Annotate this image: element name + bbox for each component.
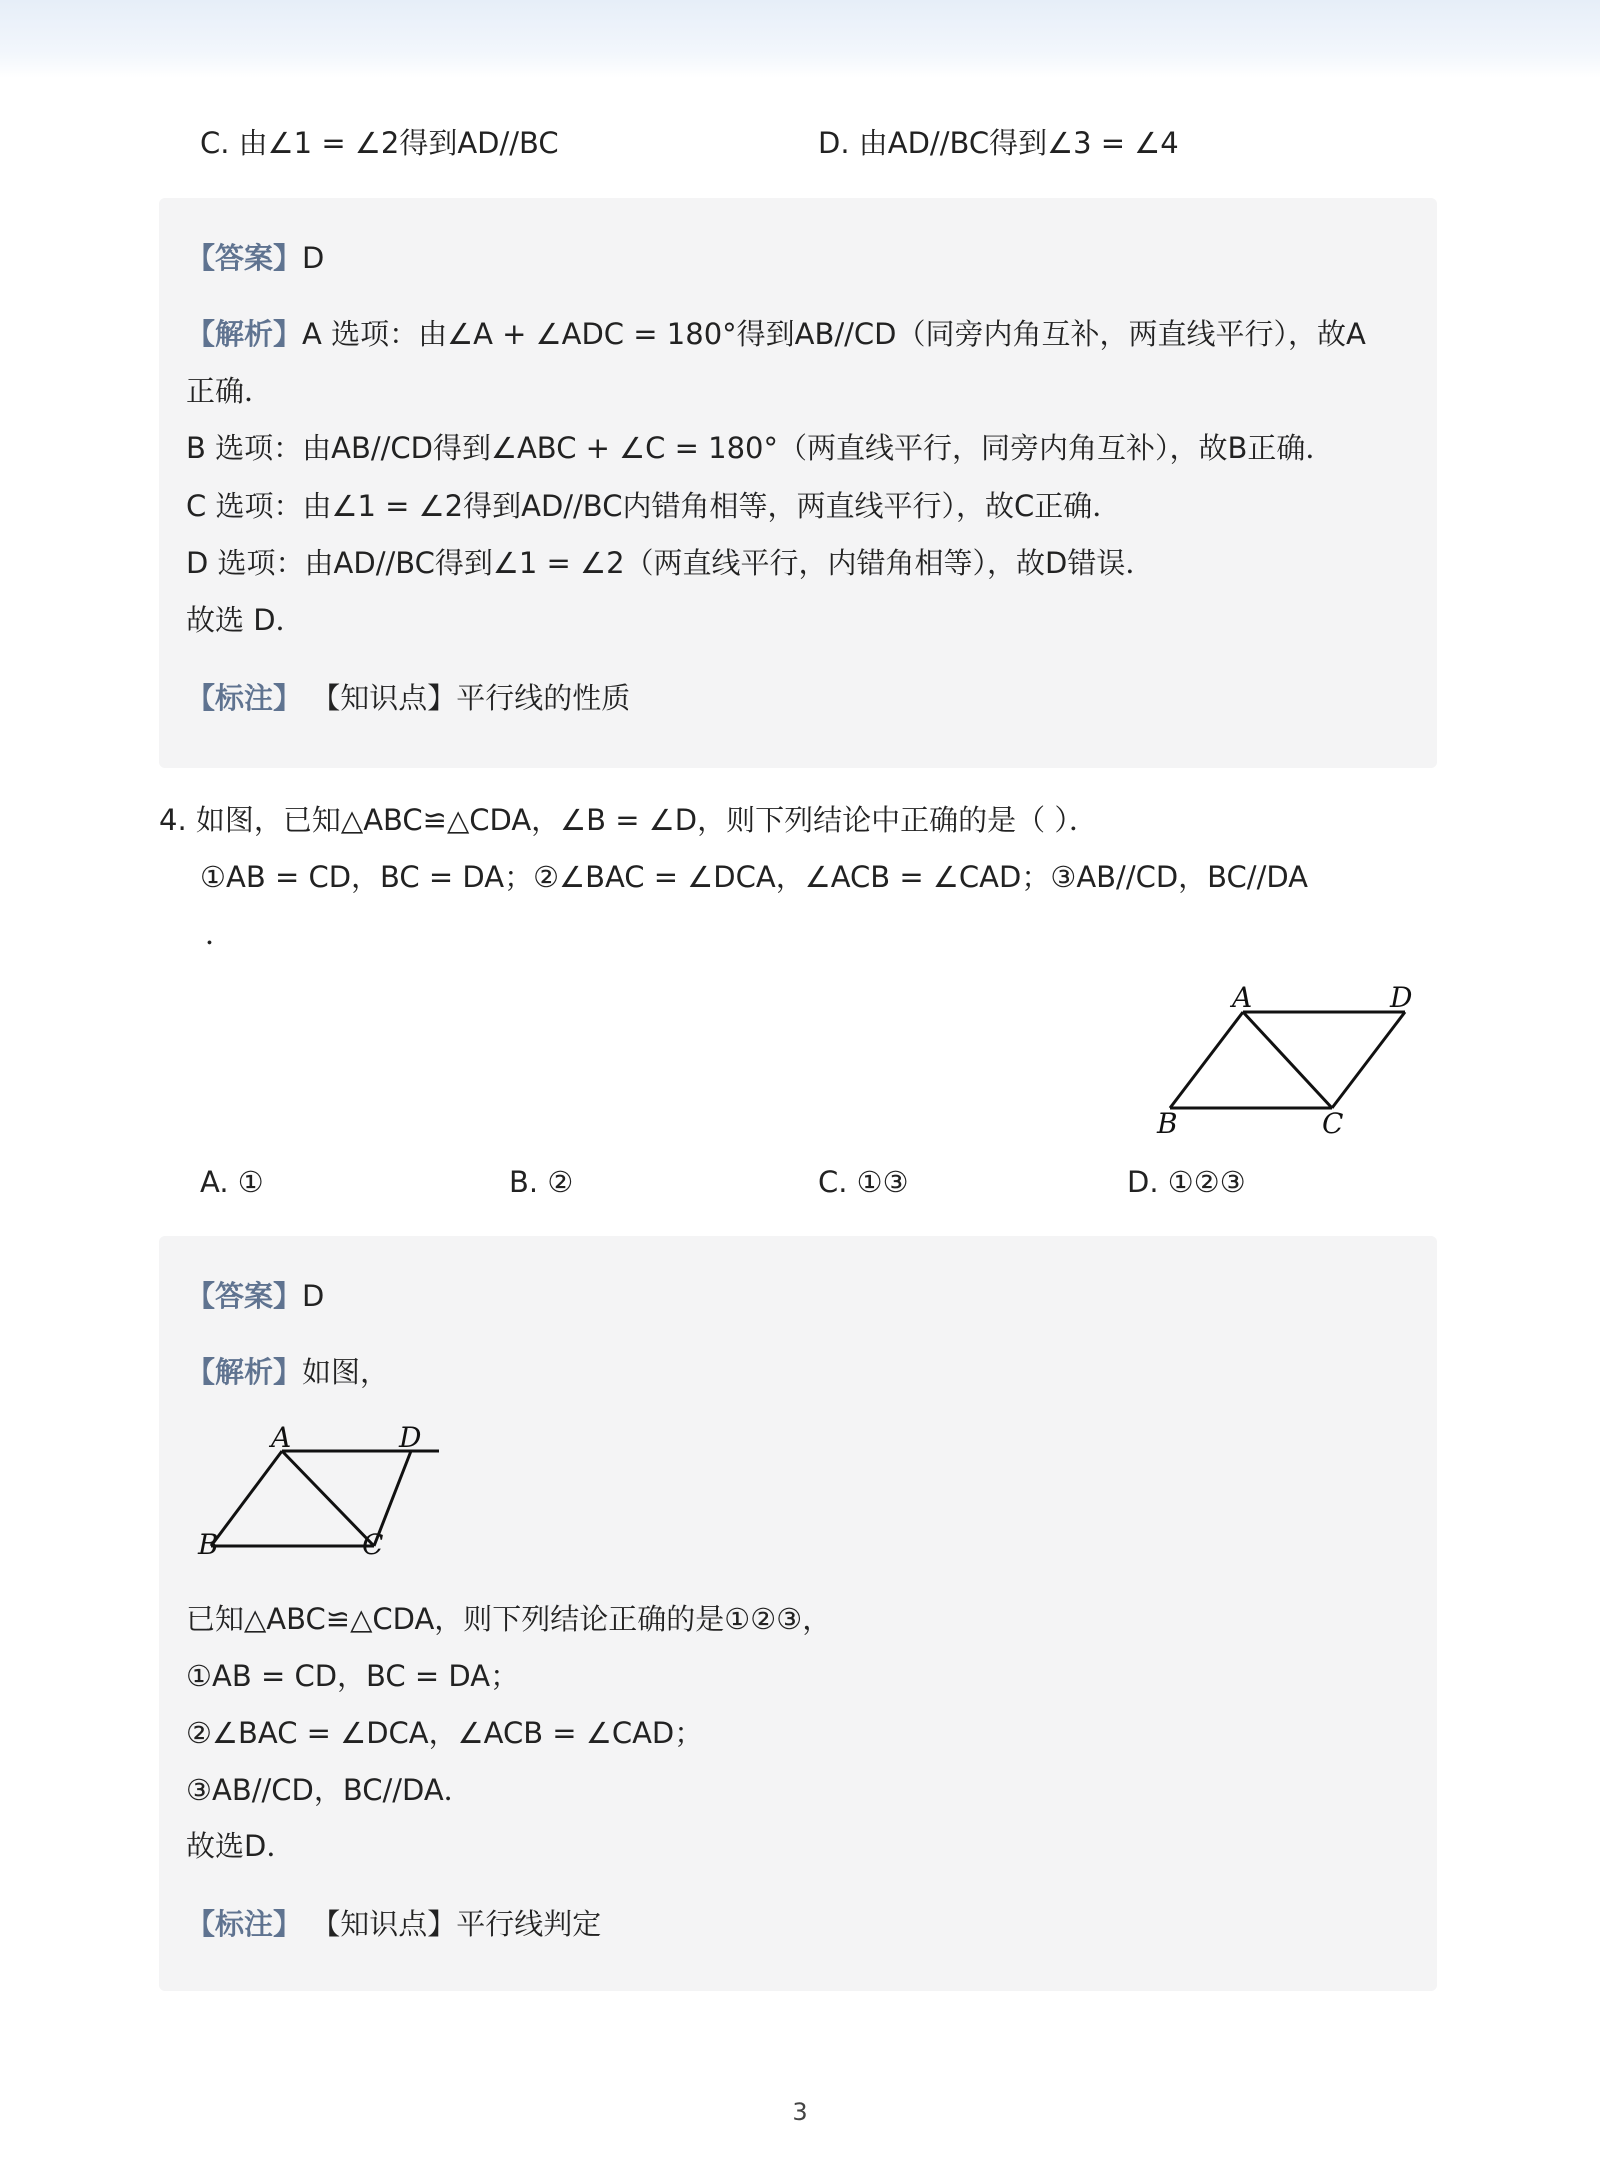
q3-answer-tag: 【答案】 xyxy=(186,241,303,275)
segment-ac xyxy=(1243,1012,1332,1108)
q4-note-line xyxy=(186,1904,601,1944)
q4-analysis-line-3: ②∠BAC = ∠DCA，∠ACB = ∠CAD； xyxy=(186,1716,704,1750)
q4-option-b: B. ② xyxy=(509,1165,574,1199)
q4-analysis-intro: 如图， xyxy=(302,1355,390,1389)
q4-stem-line-2: ①AB = CD，BC = DA；②∠BAC = ∠DCA，∠ACB = ∠CAD；③AB//CD，BC//DA xyxy=(200,860,1309,894)
segment-ac xyxy=(282,1451,374,1546)
q4-option-c: C. ①③ xyxy=(818,1165,909,1199)
segment-ab xyxy=(1170,1012,1243,1108)
q4-note-tag: 【标注】 xyxy=(186,1907,303,1941)
q3-analysis-tag: 【解析】 xyxy=(186,317,303,351)
q4-answer-line xyxy=(186,1276,324,1316)
vertex-label-a: A xyxy=(1232,981,1253,1014)
q4-analysis-line-5: 故选D． xyxy=(186,1829,296,1863)
q3-note-text: 【知识点】平行线的性质 xyxy=(311,681,631,715)
segment-ab xyxy=(211,1451,282,1546)
q3-option-d: D. 由AD//BC得到∠3 = ∠4 xyxy=(818,126,1179,160)
q4-option-a: A. ① xyxy=(200,1165,264,1199)
q3-analysis-text-1: A 选项：由∠A + ∠ADC = 180°得到AB//CD（同旁内角互补，两直线平行），故A xyxy=(302,317,1366,351)
vertex-label-d: D xyxy=(1390,981,1413,1014)
q4-analysis-line-1: 已知△ABC≌△CDA，则下列结论正确的是①②③， xyxy=(186,1602,832,1636)
vertex-label-a: A xyxy=(271,1421,292,1454)
q3-analysis-line-3: B 选项：由AB//CD得到∠ABC + ∠C = 180°（两直线平行，同旁内角互补），故B正确． xyxy=(186,431,1335,465)
q4-analysis-intro-line xyxy=(186,1352,389,1392)
q3-analysis-line-1 xyxy=(186,314,1366,354)
q4-analysis-line-4: ③AB//CD，BC//DA． xyxy=(186,1773,473,1807)
q3-note-tag: 【标注】 xyxy=(186,681,303,715)
q4-analysis-figure-parallelogram xyxy=(189,1416,439,1556)
page-header-band xyxy=(0,0,1600,78)
q4-answer-tag: 【答案】 xyxy=(186,1279,303,1313)
segment-cd xyxy=(1332,1012,1405,1108)
vertex-label-c: C xyxy=(1322,1107,1344,1140)
q3-option-c: C. 由∠1 = ∠2得到AD//BC xyxy=(200,126,559,160)
q4-answer-value: D xyxy=(302,1279,325,1313)
vertex-label-b: B xyxy=(198,1528,219,1556)
vertex-label-c: C xyxy=(362,1528,384,1556)
q3-analysis-line-6: 故选 D． xyxy=(186,603,305,637)
q3-note-line xyxy=(186,678,630,718)
q3-analysis-line-2: 正确． xyxy=(186,374,274,408)
q3-analysis-line-5: D 选项：由AD//BC得到∠1 = ∠2（两直线平行，内错角相等），故D错误． xyxy=(186,546,1155,580)
vertex-label-d: D xyxy=(399,1421,422,1454)
q3-answer-box xyxy=(159,198,1437,768)
q4-stem-line-3: ． xyxy=(205,917,235,951)
q4-stem-line-1: 4. 如图，已知△ABC≌△CDA，∠B = ∠D，则下列结论中正确的是（ ）． xyxy=(159,803,1098,837)
q4-option-d: D. ①②③ xyxy=(1127,1165,1246,1199)
page-number: 3 xyxy=(792,2098,808,2126)
q4-analysis-tag: 【解析】 xyxy=(186,1355,303,1389)
vertex-label-b: B xyxy=(1157,1107,1178,1140)
q4-analysis-line-2: ①AB = CD，BC = DA； xyxy=(186,1659,520,1693)
q4-answer-box xyxy=(159,1236,1437,1991)
q4-note-text: 【知识点】平行线判定 xyxy=(311,1907,602,1941)
q3-analysis-line-4: C 选项：由∠1 = ∠2得到AD//BC内错角相等，两直线平行），故C正确． xyxy=(186,489,1122,523)
q3-answer-value: D xyxy=(302,241,325,275)
q4-figure-parallelogram xyxy=(1140,975,1430,1145)
q3-answer-line xyxy=(186,238,324,278)
